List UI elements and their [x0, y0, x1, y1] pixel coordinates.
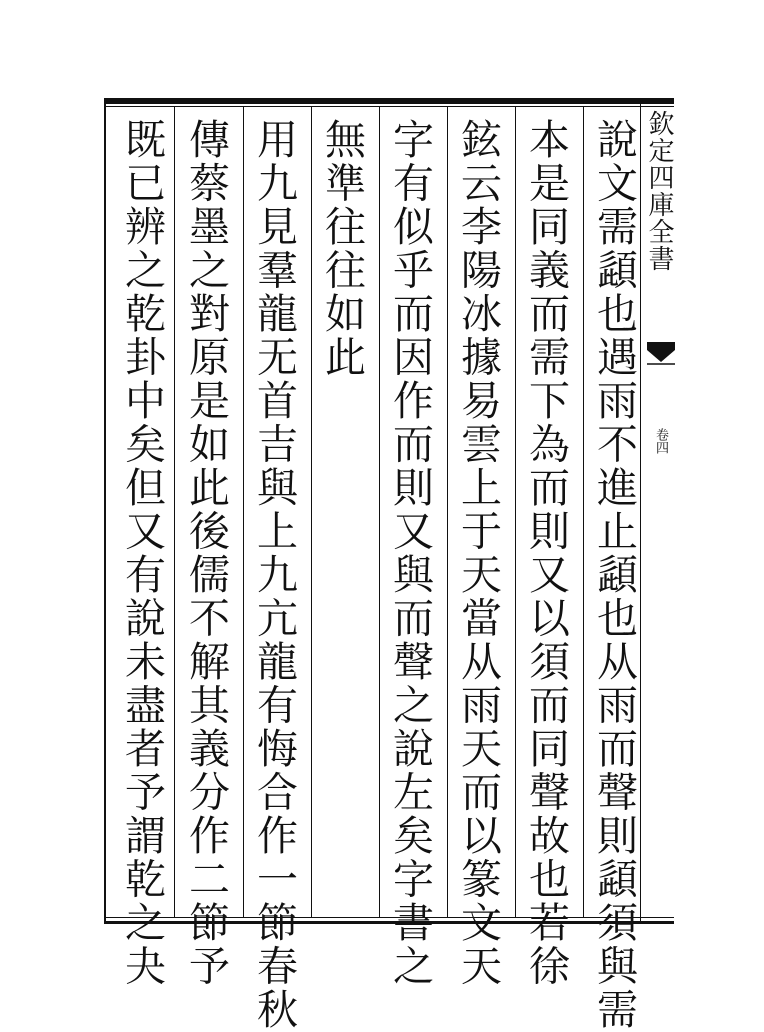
book-title: 欽定四庫全書	[644, 110, 674, 272]
text-column-5: 無準往往如此	[318, 118, 366, 379]
text-column-2: 本是同義而需下為而則又以須而同聲故也若徐	[522, 118, 570, 988]
column-divider	[174, 106, 175, 918]
inner-top-rule	[104, 106, 674, 107]
text-column-8: 既已辨之乾卦中矣但又有說未盡者予謂乾之夬	[118, 118, 166, 988]
text-column-4: 字有似乎而因作而則又與而聲之說左矣字書之	[386, 118, 434, 988]
text-column-1: 說文需頿也遇雨不進止頿也从雨而聲則頿須與需	[590, 118, 638, 1032]
volume-label: 卷四	[653, 428, 668, 454]
text-column-7: 傳蔡墨之對原是如此後儒不解其義分作二節予	[182, 118, 230, 988]
text-column-6: 用九見羣龍无首吉與上九亢龍有悔合作一節春秋	[250, 118, 298, 1032]
fish-tail-icon	[647, 338, 675, 368]
text-column-3: 鉉云李陽冰據易雲上于天當从雨天而以篆文天	[454, 118, 502, 988]
